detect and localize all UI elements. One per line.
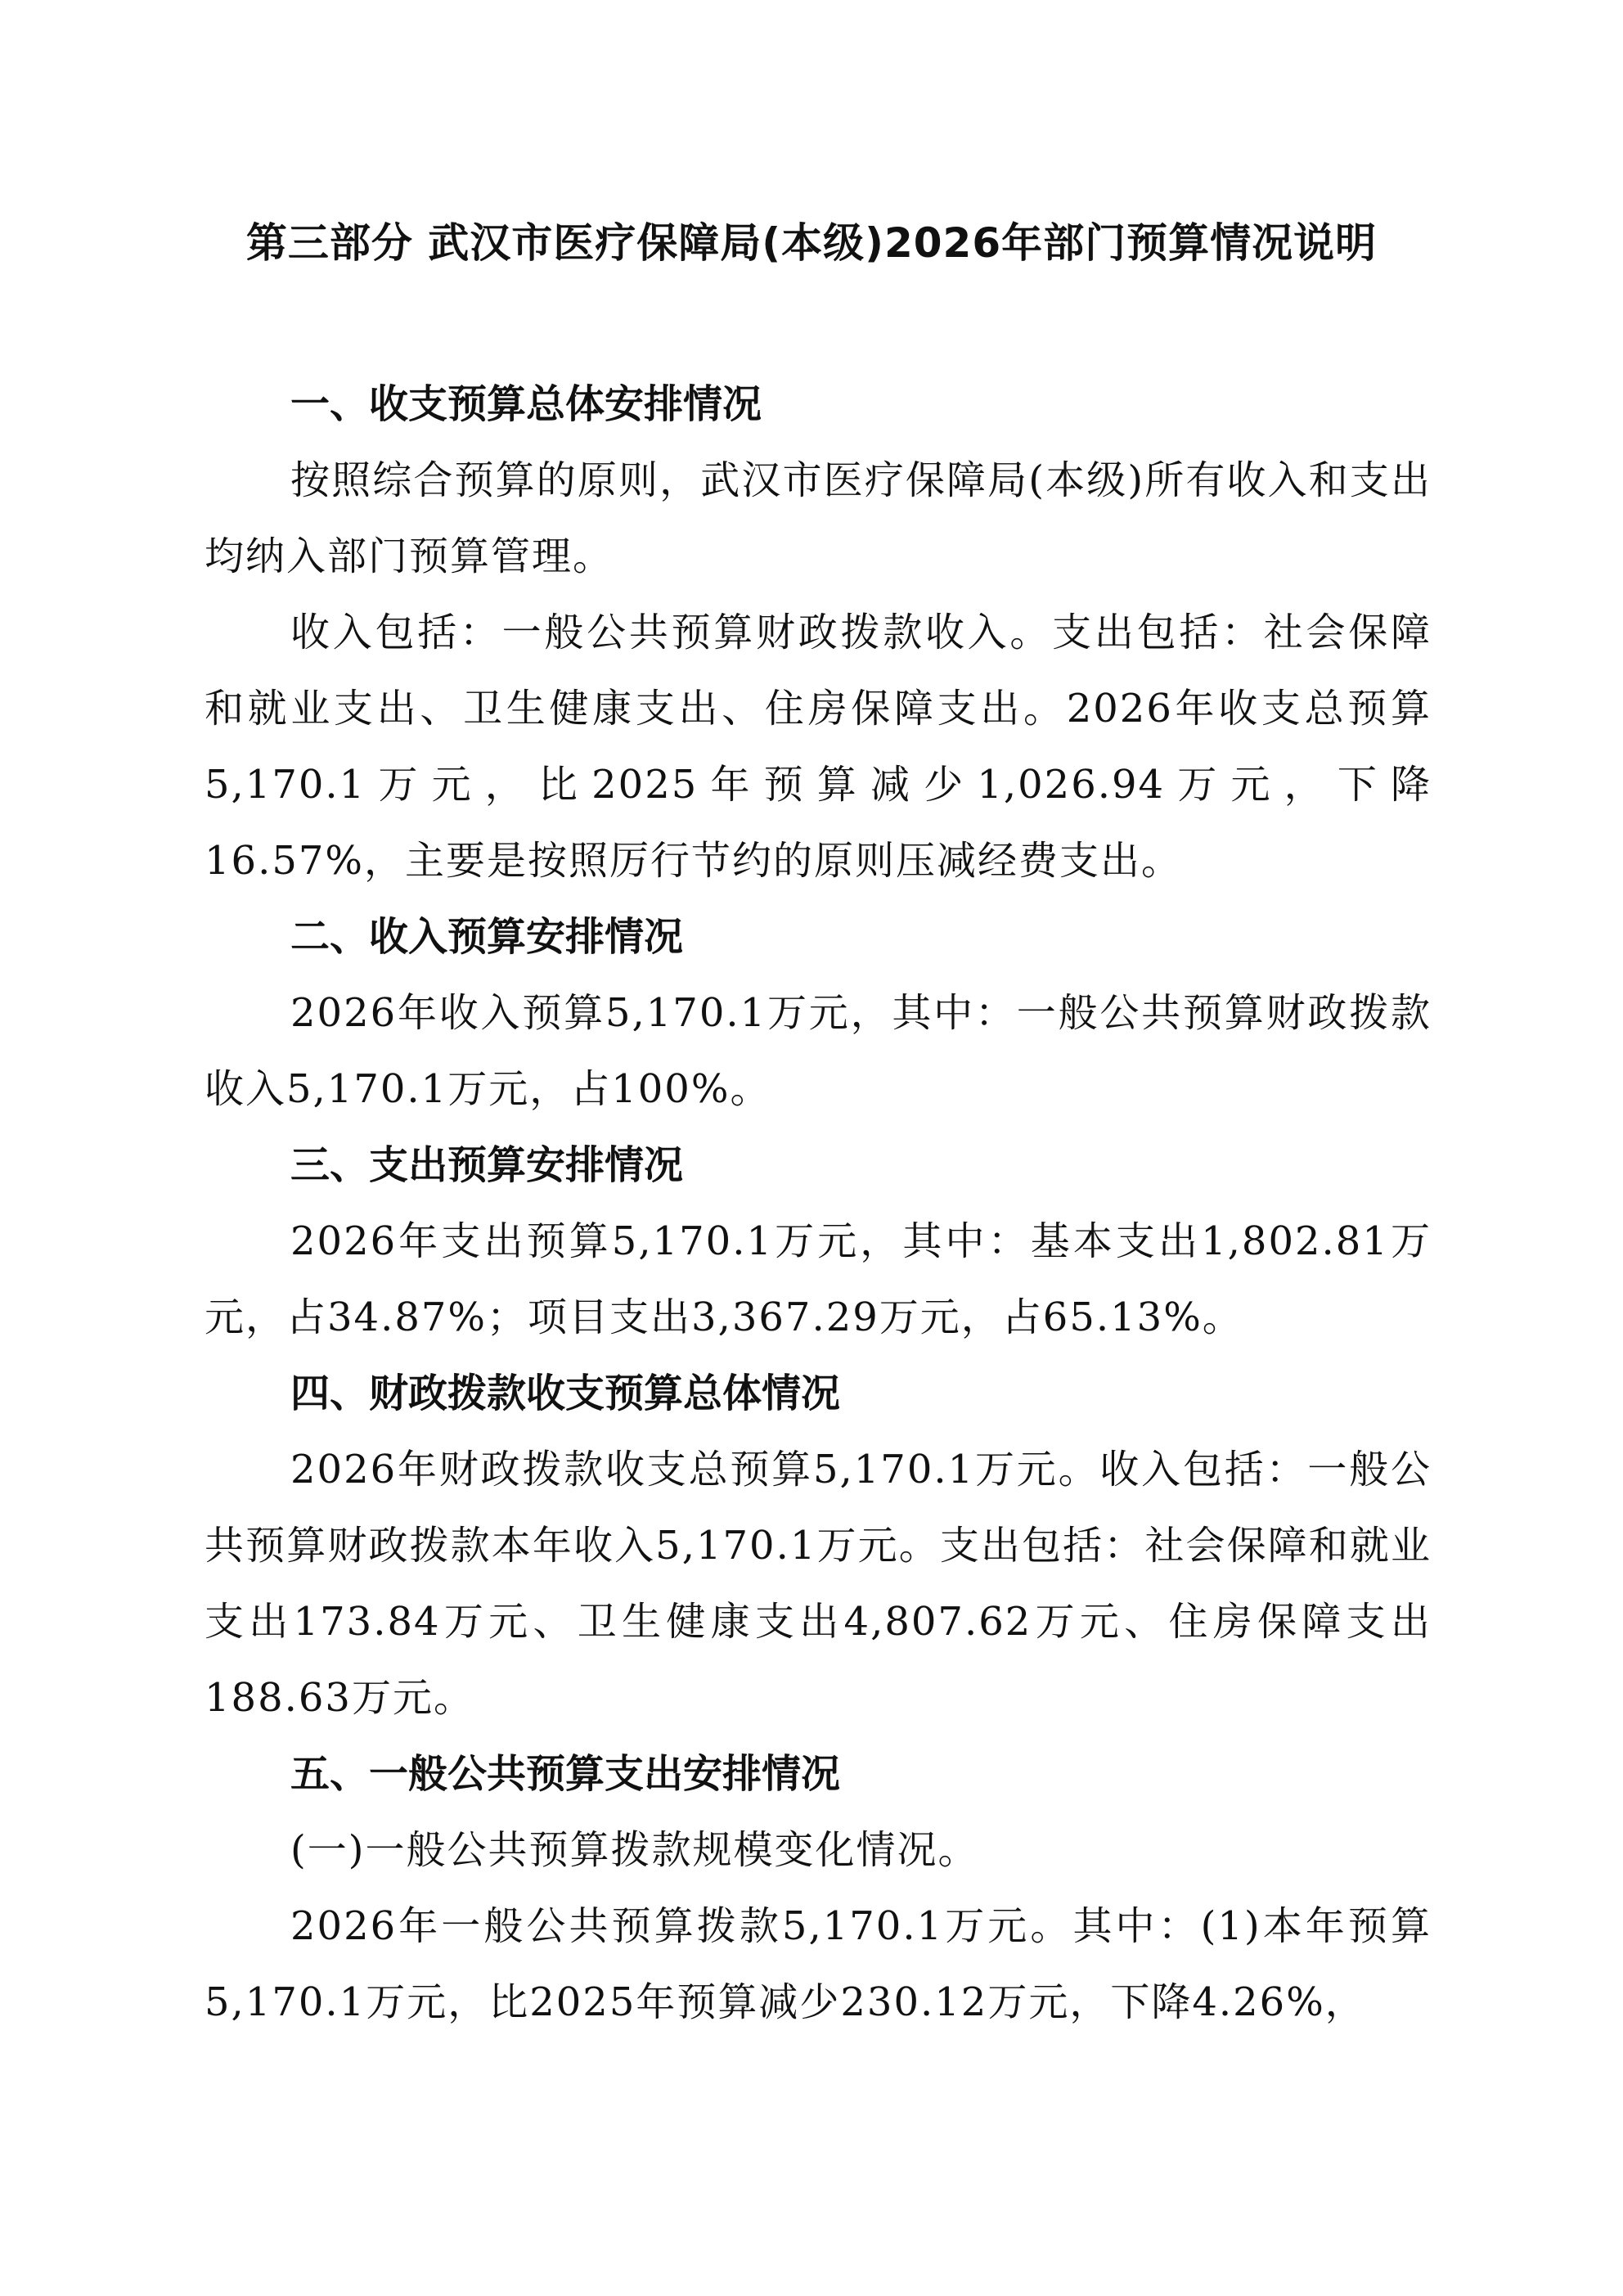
paragraph: 2026年支出预算5,170.1万元，其中：基本支出1,802.81万元，占34.87%；项目支出3,367.29万元，占65.13%。 — [205, 1218, 1432, 1340]
section-2 — [205, 899, 1432, 1128]
paragraph: 收入包括：一般公共预算财政拨款收入。支出包括：社会保障和就业支出、卫生健康支出、住房保障支出。2026年收支总预算5,170.1万元，比2025年预算减少1,026.94万元，下降16.57%，主要是按照厉行节约的原则压减经费支出。 — [205, 610, 1432, 884]
paragraph: 2026年收入预算5,170.1万元，其中：一般公共预算财政拨款收入5,170.1万元，占100%。 — [205, 990, 1432, 1112]
document-body — [205, 367, 1432, 2041]
section-3 — [205, 1128, 1432, 1356]
section-heading: 二、收入预算安排情况 — [290, 914, 684, 960]
section-heading: 三、支出预算安排情况 — [290, 1142, 684, 1188]
section-heading: 五、一般公共预算支出安排情况 — [290, 1751, 841, 1797]
section-1 — [205, 367, 1432, 899]
paragraph: 2026年一般公共预算拨款5,170.1万元。其中：(1)本年预算5,170.1万元，比2025年预算减少230.12万元，下降4.26%， — [205, 1903, 1432, 2025]
document-title: 第三部分 武汉市医疗保障局(本级)2026年部门预算情况说明 — [245, 219, 1378, 267]
section-heading: 一、收支预算总体安排情况 — [290, 381, 762, 427]
section-5 — [205, 1736, 1432, 2041]
section-heading: 四、财政拨款收支预算总体情况 — [290, 1371, 841, 1416]
paragraph: 2026年财政拨款收支总预算5,170.1万元。收入包括：一般公共预算财政拨款本年收入5,170.1万元。支出包括：社会保障和就业支出173.84万元、卫生健康支出4,807.62万元、住房保障支出188.63万元。 — [205, 1447, 1432, 1721]
paragraph: 按照综合预算的原则，武汉市医疗保障局(本级)所有收入和支出均纳入部门预算管理。 — [205, 457, 1432, 579]
section-4 — [205, 1356, 1432, 1736]
paragraph: (一)一般公共预算拨款规模变化情况。 — [290, 1827, 979, 1873]
